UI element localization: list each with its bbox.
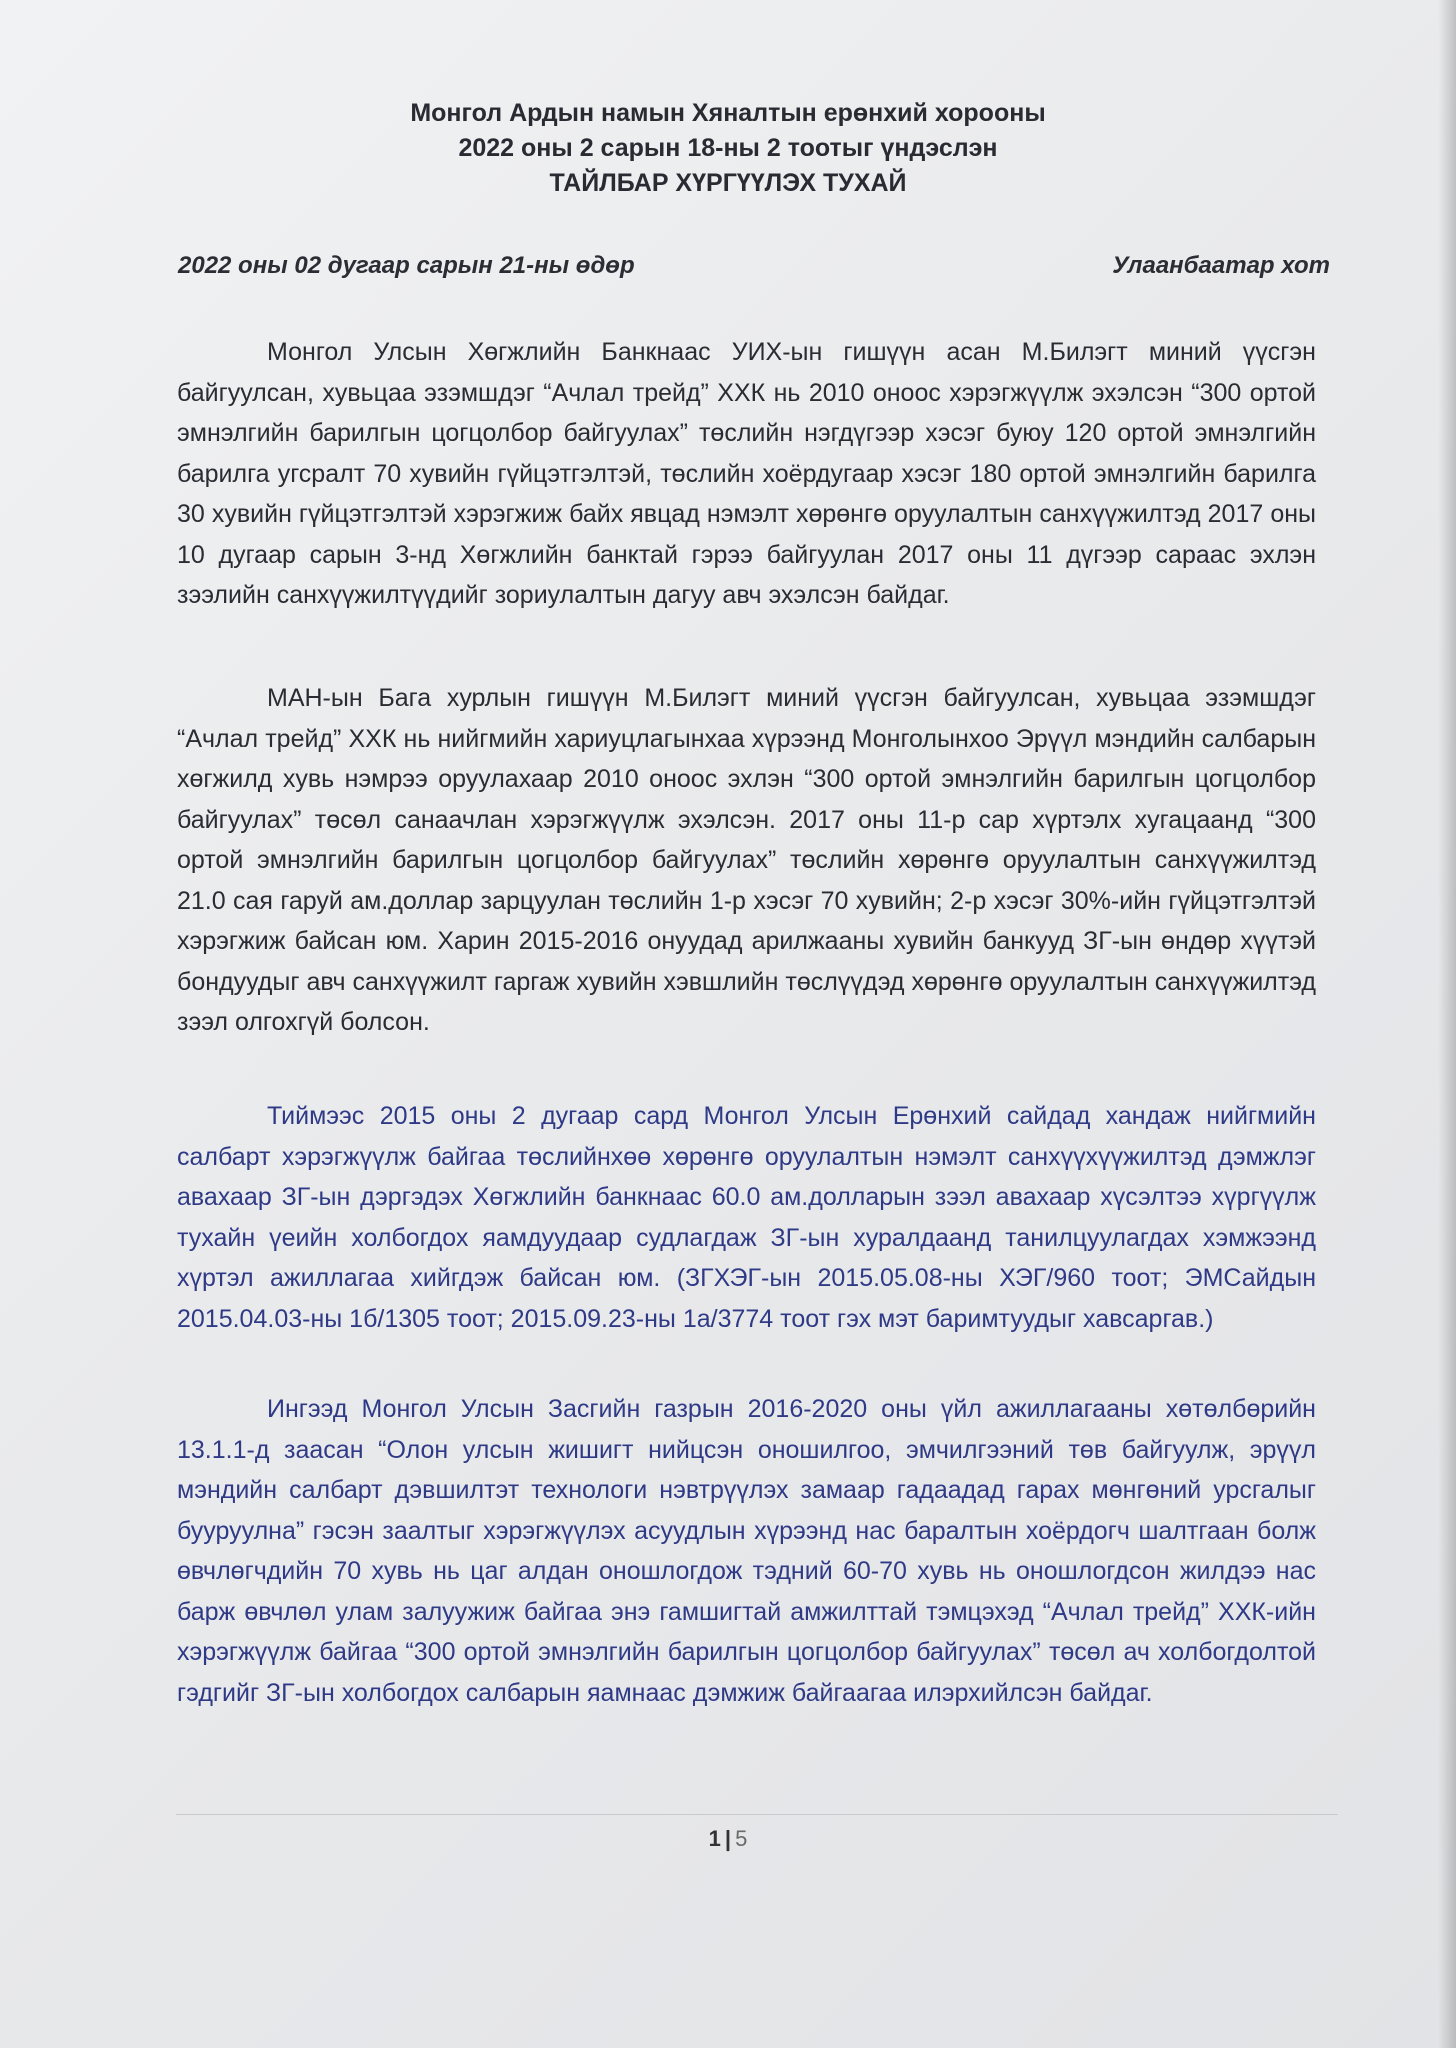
paragraph-3: Тиймээс 2015 оны 2 дугаар сард Монгол Улсын Ерөнхий сайдад хандаж нийгмийн салбарт хэрэгжүүлж байгаа төслийнхөө хөрөнгө оруулалтын нэмэлт санхүүхүүжилтэд дэмжлэг авахаар ЗГ-ын дэргэдэх Хөгжлийн банкнаас 60.0 ам.долларын зээл авахаар хүсэлтээ хүргүүлж тухайн үеийн холбогдох яамдуудаар судлагдаж ЗГ-ын хуралдаанд танилцуулагдах хэмжээнд хүртэл ажиллагаа хийгдэж байсан юм. (ЗГХЭГ-ын 2015.05.08-ны ХЭГ/960 тоот; ЭМСайдын 2015.04.03-ны 1б/1305 тоот; 2015.09.23-ны 1а/3774 тоот гэх мэт баримтуудыг хавсаргав.) [177, 1102, 1316, 1333]
paragraph-1: Монгол Улсын Хөгжлийн Банкнаас УИХ-ын гишүүн асан М.Билэгт миний үүсгэн байгуулсан, хувьцаа эзэмшдэг “Ачлал трейд” ХХК нь 2010 оноос хэрэгжүүлж эхэлсэн “300 ортой эмнэлгийн барилгын цогцолбор байгуулах” төслийн нэгдүгээр хэсэг буюу 120 ортой эмнэлгийн барилга угсралт 70 хувийн гүйцэтгэлтэй, төслийн хоёрдугаар хэсэг 180 ортой эмнэлгийн барилга 30 хувийн гүйцэтгэлтэй хэрэгжиж байх явцад нэмэлт хөрөнгө оруулалтын санхүүжилтэд 2017 оны 10 дугаар сарын 3-нд Хөгжлийн банктай гэрээ байгуулан 2017 оны 11 дүгээр сараас эхлэн зээлийн санхүүжилтүүдийг зориулалтын дагуу авч эхэлсэн байдаг. [177, 338, 1316, 609]
title-line-1: Монгол Ардын намын Хяналтын ерөнхий хорооны [410, 99, 1046, 127]
page-total: 5 [735, 1826, 748, 1851]
paragraph-4: Ингээд Монгол Улсын Засгийн газрын 2016-2020 оны үйл ажиллагааны хөтөлбөрийн 13.1.1-д заасан “Олон улсын жишигт нийцсэн оношилгоо, эмчилгээний төв байгуулж, эрүүл мэндийн салбарт дэвшилтэт технологи нэвтрүүлэх замаар гадаадад гарах мөнгөний урсгалыг бууруулна” гэсэн заалтыг хэрэгжүүлэх асуудлын хүрээнд нас баралтын хоёрдогч шалтгаан болж өвчлөгчдийн 70 хувь нь цаг алдан оношлогдож тэдний 60-70 хувь нь оношлогдсон жилдээ нас барж өвчлөл улам залуужиж байгаа энэ гамшигтай амжилттай тэмцэхэд “Ачлал трейд” ХХК-ийн хэрэгжүүлж байгаа “300 ортой эмнэлгийн барилгын цогцолбор байгуулах” төсөл ач холбогдолтой гэдгийг ЗГ-ын холбогдох салбарын яамнаас дэмжиж байгаагаа илэрхийлсэн байдаг. [177, 1395, 1316, 1707]
title-line-3: ТАЙЛБАР ХҮРГҮҮЛЭХ ТУХАЙ [549, 169, 907, 197]
document-title [0, 96, 1456, 201]
page-separator: | [724, 1826, 732, 1851]
page-current: 1 [708, 1826, 721, 1851]
paragraph-2: МАН-ын Бага хурлын гишүүн М.Билэгт миний үүсгэн байгуулсан, хувьцаа эзэмшдэг “Ачлал трейд” ХХК нь нийгмийн хариуцлагынхаа хүрээнд Монголынхоо Эрүүл мэндийн салбарын хөгжилд хувь нэмрээ оруулахаар 2010 оноос эхлэн “300 ортой эмнэлгийн барилгын цогцолбор байгуулах” төсөл санаачлан хэрэгжүүлж эхэлсэн. 2017 оны 11-р сар хүртэлх хугацаанд “300 ортой эмнэлгийн барилгын цогцолбор байгуулах” төслийн хөрөнгө оруулалтын санхүүжилтэд 21.0 сая гаруй ам.доллар зарцуулан төслийн 1-р хэсэг 70 хувийн; 2-р хэсэг 30%-ийн гүйцэтгэлтэй хэрэгжиж байсан юм. Харин 2015-2016 онуудад арилжааны хувийн банкууд ЗГ-ын өндөр хүүтэй бондуудыг авч санхүүжилт гаргаж хувийн хэвшлийн төслүүдэд хөрөнгө оруулалтын санхүүжилтэд зээл олгохгүй болсон. [177, 684, 1316, 1036]
footer-divider [176, 1814, 1338, 1815]
document-place: Улаанбаатар хот [1112, 252, 1330, 279]
document-date: 2022 оны 02 дугаар сарын 21-ны өдөр [178, 252, 635, 279]
title-line-2: 2022 оны 2 сарын 18-ны 2 тоотыг үндэслэн [458, 134, 998, 162]
date-place-row [178, 252, 1330, 280]
page-number [0, 1826, 1456, 1852]
